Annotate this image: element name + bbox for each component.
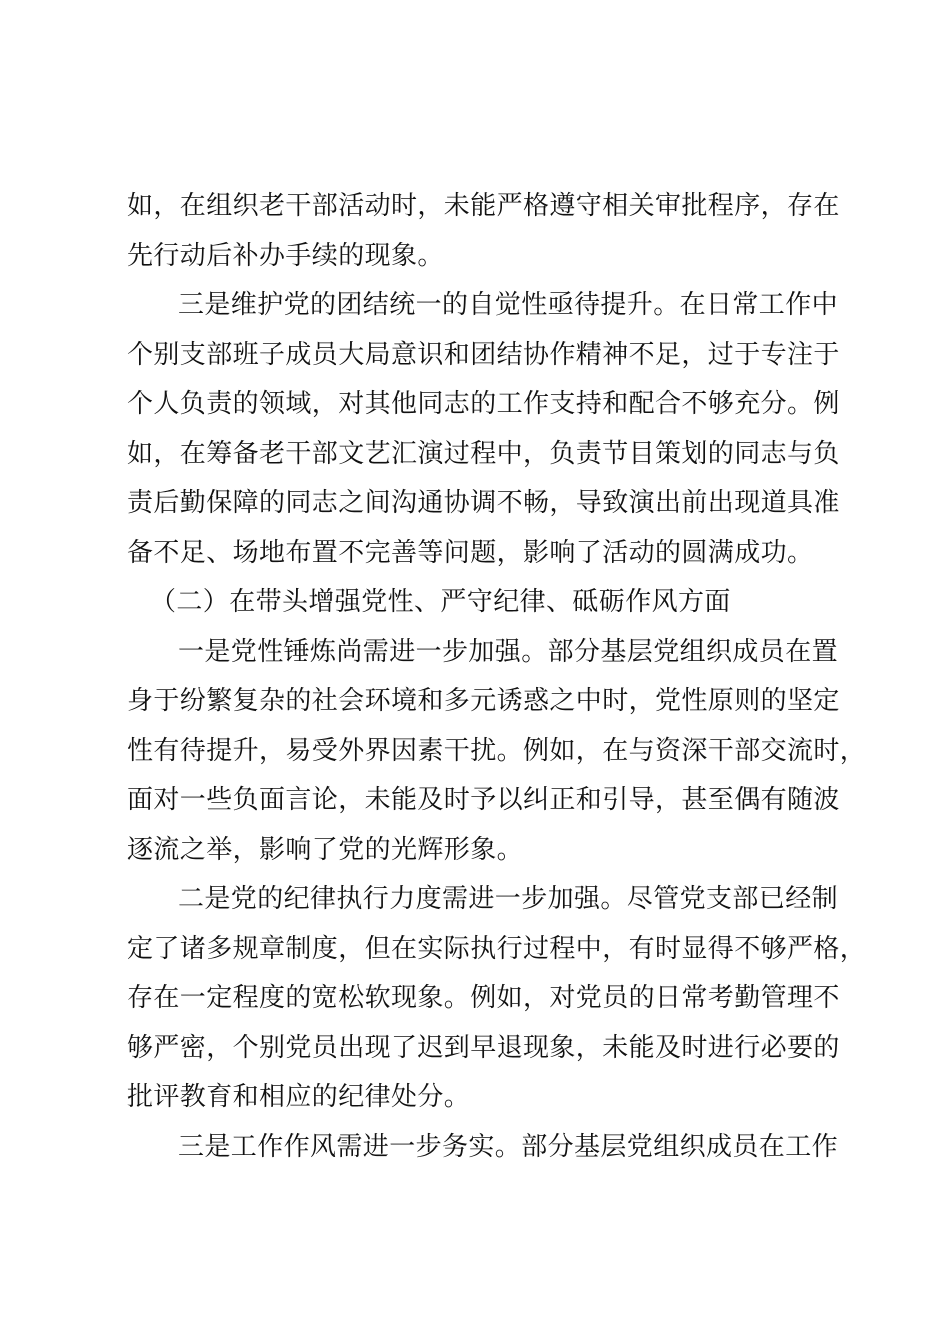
text-line: 如，在筹备老干部文艺汇演过程中，负责节目策划的同志与负 xyxy=(127,439,840,469)
text-line: 个人负责的领域，对其他同志的工作支持和配合不够充分。例 xyxy=(127,389,840,419)
text-line: 面对一些负面言论，未能及时予以纠正和引导，甚至偶有随波 xyxy=(127,785,840,815)
text-line: 够严密，个别党员出现了迟到早退现象，未能及时进行必要的 xyxy=(127,1033,840,1063)
text-line: 逐流之举，影响了党的光辉形象。 xyxy=(127,835,524,865)
paragraph-first-line: 三是工作作风需进一步务实。部分基层党组织成员在工作 xyxy=(178,1132,839,1162)
text-line: 如，在组织老干部活动时，未能严格遵守相关审批程序，存在 xyxy=(127,191,840,221)
text-line: 个别支部班子成员大局意识和团结协作精神不足，过于专注于 xyxy=(127,340,840,370)
text-line: 性有待提升，易受外界因素干扰。例如，在与资深干部交流时， xyxy=(127,736,867,766)
paragraph-first-line: 一是党性锤炼尚需进一步加强。部分基层党组织成员在置 xyxy=(178,637,839,667)
text-line: 备不足、场地布置不完善等问题，影响了活动的圆满成功。 xyxy=(127,538,814,568)
section-heading: （二）在带头增强党性、严守纪律、砥砺作风方面 xyxy=(150,587,731,617)
text-line: 责后勤保障的同志之间沟通协调不畅，导致演出前出现道具准 xyxy=(127,488,840,518)
text-line: 批评教育和相应的纪律处分。 xyxy=(127,1082,471,1112)
text-line: 定了诸多规章制度，但在实际执行过程中，有时显得不够严格， xyxy=(127,934,867,964)
paragraph-first-line: 三是维护党的团结统一的自觉性亟待提升。在日常工作中 xyxy=(178,290,839,320)
text-line: 身于纷繁复杂的社会环境和多元诱惑之中时，党性原则的坚定 xyxy=(127,686,840,716)
text-line: 先行动后补办手续的现象。 xyxy=(127,241,444,271)
text-line: 存在一定程度的宽松软现象。例如，对党员的日常考勤管理不 xyxy=(127,983,840,1013)
paragraph-first-line: 二是党的纪律执行力度需进一步加强。尽管党支部已经制 xyxy=(178,884,839,914)
